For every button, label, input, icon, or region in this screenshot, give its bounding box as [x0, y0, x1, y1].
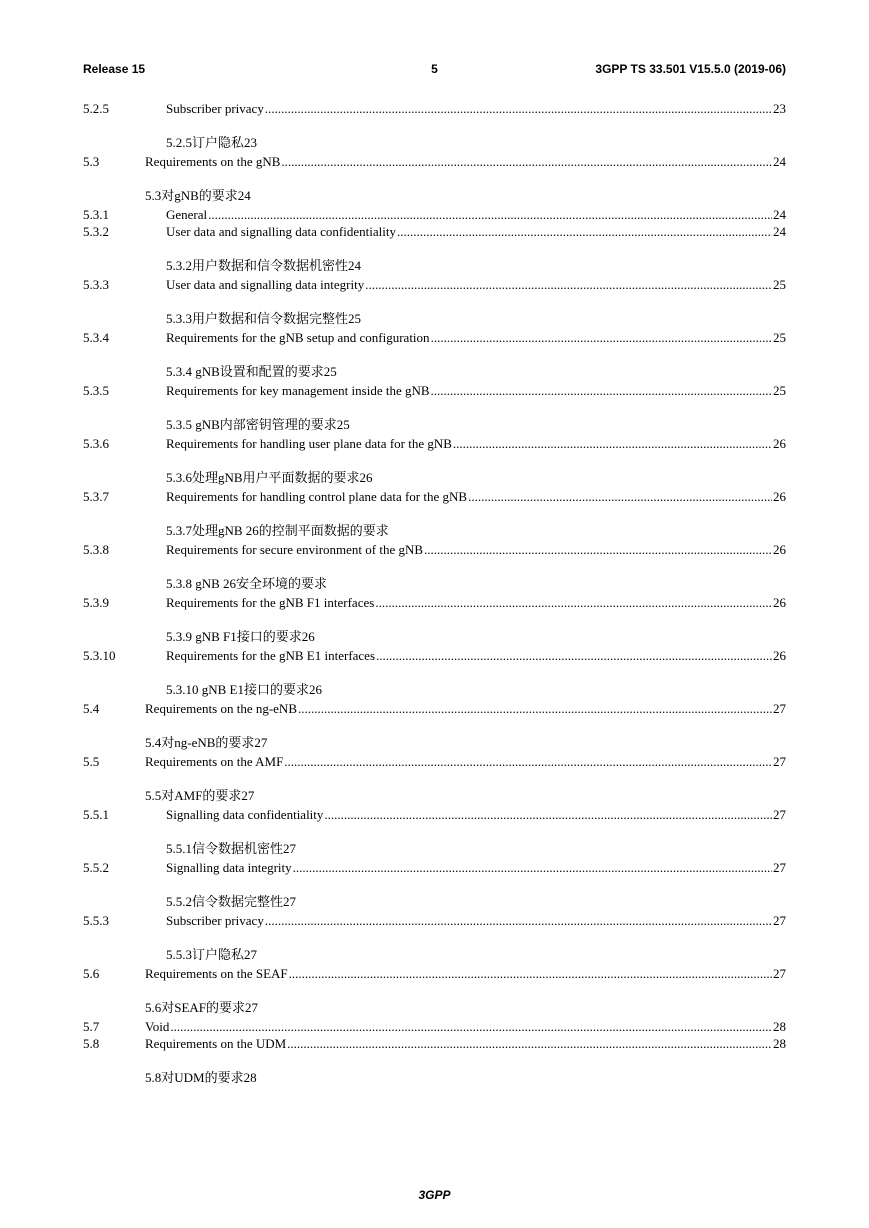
toc-entry-title: Subscriber privacy — [166, 101, 264, 116]
toc-entry-page: 25 — [773, 330, 786, 345]
toc-dot-leader — [284, 753, 772, 770]
toc-dot-leader — [170, 1018, 772, 1035]
toc-entry-title: Requirements for handling control plane data for the gNB — [166, 489, 468, 504]
toc-entry-number: 5.3.5 — [83, 383, 109, 398]
toc-entry-number: 5.3.4 — [83, 330, 109, 345]
toc-translation-text: 5.3.4 gNB设置和配置的要求25 — [166, 364, 337, 379]
toc-entry-number: 5.2.5 — [83, 101, 109, 116]
toc-translation — [83, 823, 786, 859]
toc-entry-body — [166, 223, 786, 240]
toc-entry-body — [145, 1018, 786, 1035]
toc-entry[interactable] — [83, 382, 786, 399]
toc-translation — [83, 240, 786, 276]
toc-entry-page: 28 — [773, 1019, 786, 1034]
toc-entry-page: 27 — [773, 966, 786, 981]
toc-entry[interactable] — [83, 153, 786, 170]
toc-dot-leader — [281, 153, 772, 170]
toc-entry-page: 28 — [773, 1036, 786, 1051]
toc-dot-leader — [265, 100, 772, 117]
toc-entry-page: 25 — [773, 277, 786, 292]
toc-entry-title: Signalling data confidentiality — [166, 807, 324, 822]
toc-entry-title: General — [166, 207, 208, 222]
toc-entry-title: Requirements for the gNB E1 interfaces — [166, 648, 376, 663]
toc-entry[interactable] — [83, 100, 786, 117]
toc-entry-number: 5.3.1 — [83, 207, 109, 222]
toc-translation — [83, 399, 786, 435]
toc-entry-page: 27 — [773, 913, 786, 928]
toc-translation — [83, 982, 786, 1018]
toc-entry[interactable] — [83, 223, 786, 240]
toc-dot-leader — [365, 276, 772, 293]
toc-entry-page: 27 — [773, 807, 786, 822]
toc-dot-leader — [375, 594, 772, 611]
toc-translation-text: 5.3.6处理gNB用户平面数据的要求26 — [166, 470, 373, 485]
toc-translation-text: 5.3.10 gNB E1接口的要求26 — [166, 682, 323, 697]
toc-translation-text: 5.3.3用户数据和信令数据完整性25 — [166, 311, 362, 326]
toc-entry-number: 5.3.6 — [83, 436, 109, 451]
toc-entry-number: 5.3.2 — [83, 224, 109, 239]
toc-entry-body — [145, 700, 786, 717]
toc-entry-page: 27 — [773, 701, 786, 716]
toc-dot-leader — [293, 859, 772, 876]
toc-translation-text: 5.5.1信令数据机密性27 — [166, 841, 297, 856]
toc-entry-page: 27 — [773, 860, 786, 875]
toc-translation-text: 5.3.2用户数据和信令数据机密性24 — [166, 258, 362, 273]
toc-entry-title: Requirements on the gNB — [145, 154, 281, 169]
toc-entry-number: 5.5 — [83, 754, 100, 769]
toc-entry-body — [166, 859, 786, 876]
toc-entry-body — [145, 753, 786, 770]
page-number: 5 — [431, 62, 438, 76]
toc-translation — [83, 505, 786, 541]
table-of-contents — [83, 100, 786, 1088]
toc-entry[interactable] — [83, 700, 786, 717]
toc-entry-number: 5.3 — [83, 154, 100, 169]
toc-entry[interactable] — [83, 276, 786, 293]
toc-translation-text: 5.3.7处理gNB 26的控制平面数据的要求 — [166, 523, 389, 538]
toc-entry[interactable] — [83, 806, 786, 823]
toc-translation — [83, 452, 786, 488]
release-label: Release 15 — [83, 62, 146, 76]
toc-entry[interactable] — [83, 912, 786, 929]
toc-entry-number: 5.5.1 — [83, 807, 109, 822]
toc-entry-page: 23 — [773, 101, 786, 116]
toc-entry-number: 5.5.2 — [83, 860, 109, 875]
toc-dot-leader — [265, 912, 772, 929]
toc-translation — [83, 1052, 786, 1088]
toc-entry[interactable] — [83, 1018, 786, 1035]
toc-entry-page: 26 — [773, 595, 786, 610]
toc-entry-page: 24 — [773, 207, 786, 222]
toc-dot-leader — [298, 700, 772, 717]
toc-entry-page: 25 — [773, 383, 786, 398]
toc-translation — [83, 293, 786, 329]
toc-translation-text: 5.4对ng-eNB的要求27 — [145, 735, 268, 750]
toc-translation-text: 5.8对UDM的要求28 — [145, 1070, 257, 1085]
toc-entry-title: Void — [145, 1019, 170, 1034]
toc-entry-body — [166, 206, 786, 223]
toc-entry-number: 5.3.8 — [83, 542, 109, 557]
toc-entry[interactable] — [83, 435, 786, 452]
toc-entry-body — [166, 435, 786, 452]
toc-entry-body — [166, 806, 786, 823]
toc-entry-number: 5.3.10 — [83, 648, 116, 663]
toc-entry-body — [166, 488, 786, 505]
toc-entry-body — [166, 541, 786, 558]
toc-entry-body — [166, 276, 786, 293]
toc-translation-text: 5.3.5 gNB内部密钥管理的要求25 — [166, 417, 350, 432]
toc-translation — [83, 611, 786, 647]
toc-entry-body — [166, 382, 786, 399]
toc-dot-leader — [289, 965, 772, 982]
toc-entry[interactable] — [83, 594, 786, 611]
toc-entry[interactable] — [83, 753, 786, 770]
toc-translation — [83, 876, 786, 912]
toc-entry-title: Requirements on the UDM — [145, 1036, 287, 1051]
toc-dot-leader — [376, 647, 772, 664]
toc-entry-title: Signalling data integrity — [166, 860, 292, 875]
toc-entry-body — [145, 1035, 786, 1052]
toc-entry-page: 26 — [773, 489, 786, 504]
toc-dot-leader — [453, 435, 772, 452]
toc-dot-leader — [468, 488, 772, 505]
toc-entry-title: Requirements for the gNB F1 interfaces — [166, 595, 375, 610]
toc-entry-page: 27 — [773, 754, 786, 769]
toc-entry-number: 5.7 — [83, 1019, 100, 1034]
toc-entry-body — [145, 153, 786, 170]
toc-entry[interactable] — [83, 859, 786, 876]
toc-translation — [83, 664, 786, 700]
toc-entry-title: Subscriber privacy — [166, 913, 264, 928]
toc-entry[interactable] — [83, 1035, 786, 1052]
toc-translation-text: 5.5对AMF的要求27 — [145, 788, 255, 803]
toc-entry[interactable] — [83, 965, 786, 982]
toc-entry-title: Requirements on the AMF — [145, 754, 284, 769]
toc-entry-number: 5.3.3 — [83, 277, 109, 292]
toc-dot-leader — [431, 382, 772, 399]
toc-entry[interactable] — [83, 541, 786, 558]
toc-entry[interactable] — [83, 329, 786, 346]
toc-entry[interactable] — [83, 206, 786, 223]
toc-entry-page: 26 — [773, 648, 786, 663]
toc-translation — [83, 770, 786, 806]
toc-translation-text: 5.2.5订户隐私23 — [166, 135, 258, 150]
toc-dot-leader — [324, 806, 772, 823]
toc-entry-page: 26 — [773, 436, 786, 451]
toc-entry[interactable] — [83, 488, 786, 505]
toc-entry-number: 5.8 — [83, 1036, 100, 1051]
toc-translation-text: 5.3.8 gNB 26安全环境的要求 — [166, 576, 328, 591]
toc-entry-number: 5.6 — [83, 966, 100, 981]
toc-translation — [83, 929, 786, 965]
toc-dot-leader — [397, 223, 772, 240]
toc-translation — [83, 558, 786, 594]
toc-entry-number: 5.5.3 — [83, 913, 109, 928]
toc-translation — [83, 117, 786, 153]
toc-entry-body — [166, 912, 786, 929]
toc-entry-title: Requirements for secure environment of the gNB — [166, 542, 424, 557]
toc-translation — [83, 717, 786, 753]
toc-dot-leader — [431, 329, 772, 346]
toc-entry[interactable] — [83, 647, 786, 664]
toc-entry-number: 5.3.9 — [83, 595, 109, 610]
toc-entry-body — [145, 965, 786, 982]
toc-entry-page: 24 — [773, 154, 786, 169]
toc-entry-number: 5.4 — [83, 701, 100, 716]
page-header — [83, 62, 786, 78]
toc-translation-text: 5.5.2信令数据完整性27 — [166, 894, 297, 909]
toc-entry-title: Requirements on the ng-eNB — [145, 701, 297, 716]
toc-entry-body — [166, 100, 786, 117]
toc-entry-body — [166, 329, 786, 346]
toc-entry-page: 24 — [773, 224, 786, 239]
toc-entry-body — [166, 647, 786, 664]
toc-entry-body — [166, 594, 786, 611]
toc-entry-title: Requirements for the gNB setup and configuration — [166, 330, 430, 345]
toc-translation — [83, 346, 786, 382]
toc-dot-leader — [287, 1035, 772, 1052]
toc-translation-text: 5.3对gNB的要求24 — [145, 188, 251, 203]
toc-entry-title: User data and signalling data confidentiality — [166, 224, 396, 239]
toc-entry-title: User data and signalling data integrity — [166, 277, 365, 292]
toc-dot-leader — [424, 541, 772, 558]
toc-entry-page: 26 — [773, 542, 786, 557]
page-footer: 3GPP — [418, 1188, 451, 1202]
toc-entry-title: Requirements for key management inside the gNB — [166, 383, 430, 398]
toc-entry-title: Requirements on the SEAF — [145, 966, 288, 981]
toc-translation — [83, 170, 786, 206]
toc-translation-text: 5.6对SEAF的要求27 — [145, 1000, 259, 1015]
toc-dot-leader — [208, 206, 772, 223]
toc-translation-text: 5.3.9 gNB F1接口的要求26 — [166, 629, 315, 644]
toc-entry-title: Requirements for handling user plane data for the gNB — [166, 436, 452, 451]
toc-entry-number: 5.3.7 — [83, 489, 109, 504]
spec-identifier: 3GPP TS 33.501 V15.5.0 (2019-06) — [595, 62, 786, 76]
toc-translation-text: 5.5.3订户隐私27 — [166, 947, 258, 962]
